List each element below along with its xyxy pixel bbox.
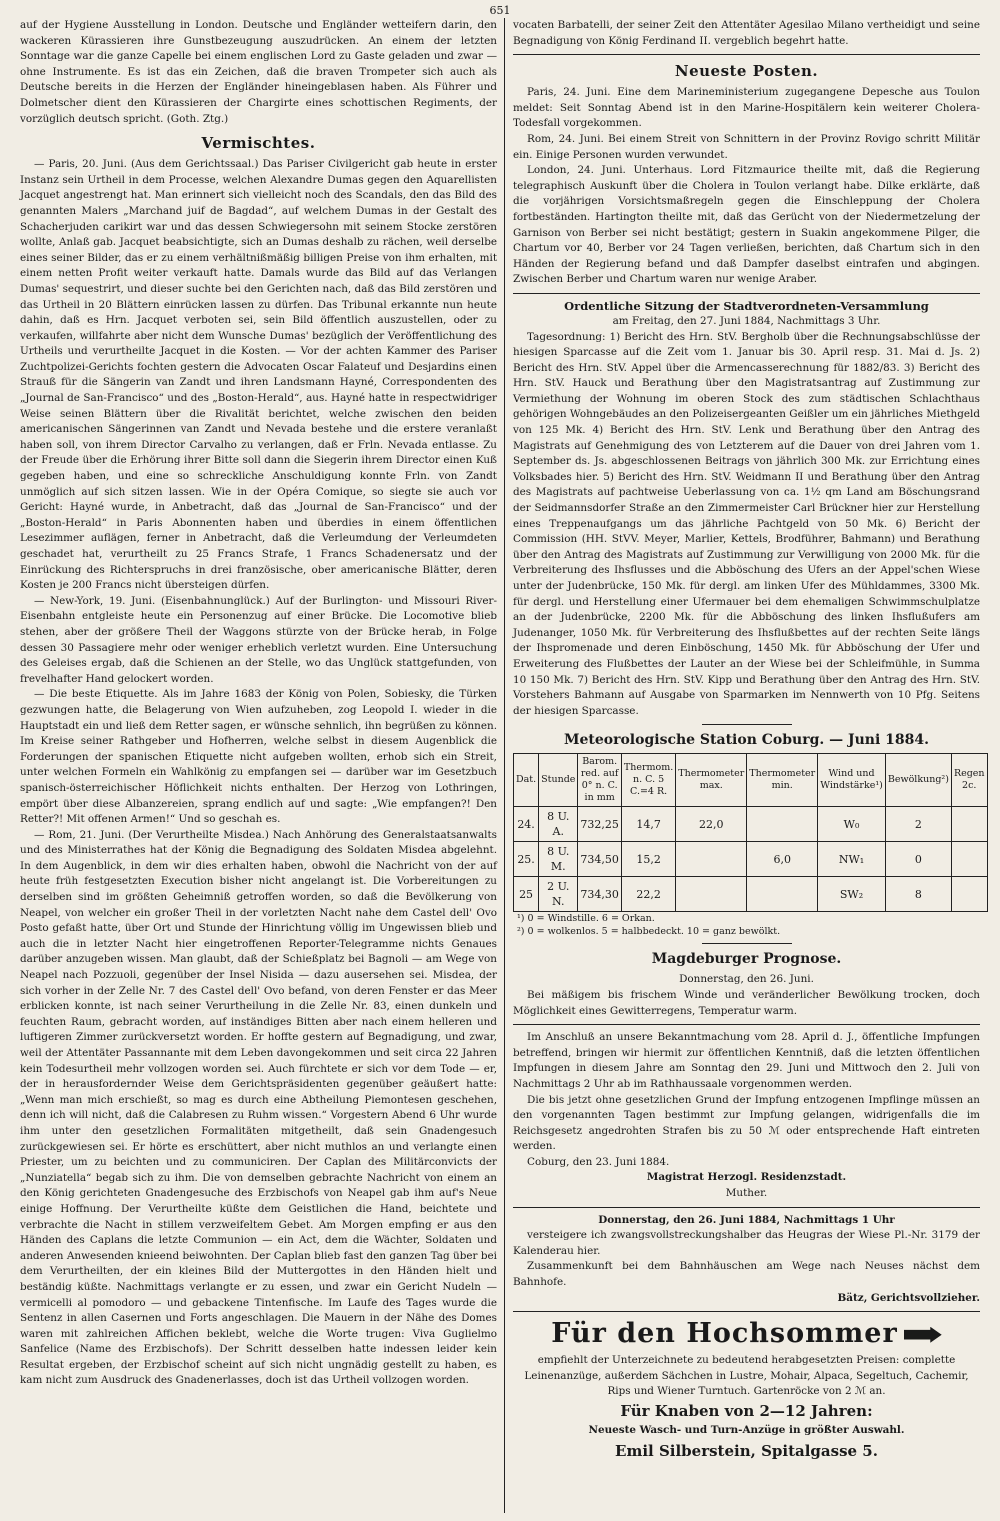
col-header: Dat. [514,754,539,807]
divider [513,1311,980,1312]
table-cell [951,807,987,842]
news-london: London, 24. Juni. Unterhaus. Lord Fitzmaurice theilte mit, daß die Regierung telegraphisch Auskunft über die Cholera in Toulon verlangt habe. Dilke erklärte, daß die vorjährigen Vorsichtsmaßregeln gegen die Einschleppung der Cholera fortbeständen. Hartington theilte mit, daß das Gerücht von der Niedermetzelung der Garnison von Berber sei nicht bestätigt; gestern in Suakin angekommene Pilger, die Chartum vor 40, Berber vor 24 Tagen verließen, berichten, daß Chartum sich in den Händen der Regierung befand und daß Dampfer daselbst eintrafen und abgingen. Zwischen Berber und Chartum waren nur wenige Araber. [513,164,980,286]
table-cell: 15,2 [621,842,675,877]
table-cell: NW₁ [818,842,886,877]
table-cell: 24. [514,807,539,842]
ad-text: empfiehlt der Unterzeichnete zu bedeutend herabgesetzten Preisen: complette Leinenanzüge, außerdem Sächchen in Lustre, Mohair, Alpaca, Segeltuch, Cachemir, Rips und Wiener Turntuch. Gartenröcke von 2 ℳ an. [524,1354,969,1398]
article-hygiene-continued: auf der Hygiene Ausstellung in London. Deutsche und Engländer wetteifern darin, den wackeren Kürassieren ihre Gunstbezeugung auszudrücken. An einem der letzten Sonntage war die ganze Capelle bei einem englischen Lord zu Gaste geladen und zwar — ohne Instrumente. Es ist das ein Zeichen, daß die braven Trompeter sich auch als Deutsche bereits in die Herzen der Engländer hineingeblasen haben. Als Führer und Dolmetscher dient den Kürassieren der Chargirte eines schottischen Regiments, der vorzüglich deutsch spricht. (Goth. Ztg.) [20,19,497,125]
table-cell [951,842,987,877]
auction-heading: Donnerstag, den 26. Juni 1884, Nachmittags 1 Uhr [598,1213,895,1226]
divider [702,724,792,725]
table-cell: 734,50 [578,842,622,877]
article-newyork-accident: — New-York, 19. Juni. (Eisenbahnunglück.) Auf der Burlington- und Missouri River-Eisenbahn entgleiste heute ein Personenzug auf einer Brücke. Die Locomotive blieb stehen, aber der größere Theil der Waggons stürzte von der Brücke herab, in Folge dessen 30 Passagiere mehr oder weniger erheblich verletzt wurden. Eine Untersuchung des Geleises ergab, daß die Schienen an der Stelle, wo das Unglück stattgefunden, von frevelhafter Hand gelockert worden. [20,594,497,685]
table-cell: 2 U. N. [539,877,578,912]
divider [513,1024,980,1025]
pointing-hand-icon [904,1327,942,1343]
table-cell: 0 [885,842,951,877]
impf-name: Muther. [725,1187,768,1200]
ad-title-text: Für den Hochsommer [551,1318,898,1350]
meteo-note: ¹) 0 = Windstille. 6 = Orkan. [517,913,655,925]
left-column [20,18,505,1513]
table-cell [747,807,818,842]
table-cell: SW₂ [818,877,886,912]
meteo-note: ²) 0 = wolkenlos. 5 = halbbedeckt. 10 = ganz bewölkt. [517,926,781,938]
col-header: Thermometer max. [676,754,747,807]
news-paris: Paris, 24. Juni. Eine dem Marineministerium zugegangene Depesche aus Toulon meldet: Seit Sonntag Abend ist in den Marine-Hospitälern kein weiterer Cholera-Todesfall vorgekommen. [513,86,980,130]
table-cell: 734,30 [578,877,622,912]
right-column [505,18,985,1513]
table-cell: 6,0 [747,842,818,877]
table-cell: W₀ [818,807,886,842]
col-header: Regen 2c. [951,754,987,807]
table-row [514,842,988,877]
table-cell: 8 [885,877,951,912]
page-number: 651 [489,4,511,17]
heading-neueste-posten: Neueste Posten. [674,62,819,81]
impf-signature: Magistrat Herzogl. Residenzstadt. [646,1171,847,1184]
prognose-date: Donnerstag, den 26. Juni. [679,973,814,986]
col-header: Barom. red. auf 0° n. C. in mm [578,754,622,807]
table-cell [951,877,987,912]
col-header: Bewölkung²) [885,754,951,807]
table-cell: 8 U. A. [539,807,578,842]
tagesordnung: Tagesordnung: 1) Bericht des Hrn. StV. Bergholb über die Rechnungsabschlüsse der hiesigen Sparcasse auf die Zeit vom 1. Januar bis 30. April resp. 31. Mai d. Js. 2) Bericht des Hrn. StV. Appel über die Armencasserechnung für 1882/83. 3) Bericht des Hrn. StV. Hauck und Berathung über den Magistratsantrag auf Zustimmung zur Vermiethung der Wohnung im oberen Stock des zum städtischen Schlachthaus gehörigen Wohngebäudes an den Polizeisergeanten Geißler um ein jährliches Miethgeld von 125 Mk. 4) Bericht des Hrn. StV. Lenk und Berathung über den Antrag des Magistrats auf Genehmigung des von Letzterem auf die Dauer von drei Jahren vom 1. September ds. Js. abgeschlossenen Beitrags von jährlich 300 Mk. zur Errichtung eines Volksbades hier. 5) Bericht des Hrn. StV. Weidmann II und Berathung über den Antrag des Magistrats auf pachtweise Ueberlassung von ca. 1½ qm Land am Böschungsrand der Seidmannsdorfer Straße an den Zimmermeister Carl Brückner hier zur Herstellung eines Treppenaufgangs um das jährliche Pachtgeld von 50 Mk. 6) Bericht der Commission (HH. StVV. Meyer, Marlier, Kettels, Brodführer, Bahmann) und Berathung über den Antrag des Magistrats auf Zustimmung zur Verwilligung von 2000 Mk. für die Verbreiterung des Ihsflusses und die Abböschung des Ufers an der Appel'schen Wiese unter der Judenbrücke, 150 Mk. für dergl. am linken Ufer des Mühldammes, 3300 Mk. für dergl. und Herstellung einer Ufermauer bei dem ehemaligen Schwimmschulplatze an der Judenbrücke, 2200 Mk. für die Abböschung des linken Ihsflußufers am Judenanger, 1050 Mk. für Verbreiterung des Ihsflußbettes auf der rechten Seite längs der Ihspromenade und deren Einböschung, 1450 Mk. für Abböschung der Ufer und Erweiterung des Flußbettes der Lauter an der Wiese bei der Schleifmühle, in Summa 10 150 Mk. 7) Bericht des Hrn. StV. Kipp und Berathung über den Antrag des Hrn. StV. Vorstehers Bahmann auf Ausgabe von Sparmarken im Nennwerth von 10 Pfg. Seitens der hiesigen Sparcasse. [513,330,980,717]
ad-title [513,1317,980,1351]
meteo-title: Meteorologische Station Coburg. — Juni 1884. [563,732,930,749]
table-cell: 25 [514,877,539,912]
table-cell [747,877,818,912]
ad-subtext: Neueste Wasch- und Turn-Anzüge in größter Auswahl. [588,1424,905,1436]
table-cell: 22,2 [621,877,675,912]
table-cell: 25. [514,842,539,877]
table-cell: 22,0 [676,807,747,842]
table-cell: 8 U. M. [539,842,578,877]
ad-subheading: Für Knaben von 2—12 Jahren: [620,1402,873,1420]
weather-header-row [514,754,988,807]
table-cell: 732,25 [578,807,622,842]
table-cell [676,842,747,877]
auction-signature: Bätz, Gerichtsvollzieher. [837,1291,980,1304]
article-rom-misdea: — Rom, 21. Juni. (Der Verurtheilte Misdea.) Nach Anhörung des Generalstaatsanwalts und des Ministerrathes hat der König die Begnadigung des Soldaten Misdea abgelehnt. In dem Augenblick, in dem wir dies erhalten haben, obwohl die Nachricht von der auf heute früh festgesetzten Execution bisher nicht angelangt ist. Die Vorbereitungen zu derselben sind im größten Geheimniß getroffen worden, so daß die Bevölkerung von Neapel, von welcher ein großer Theil in der vorletzten Nacht nahe dem Castel dell' Ovo Posto gefaßt hatte, über Ort und Stunde der Hinrichtung völlig im Ungewissen blieb und auch die in letzter Nacht hier eingetroffenen Reporter-Telegramme nichts Genaues darüber anzugeben wissen. Man glaubt, daß der Schießplatz bei Bagnoli — am Wege von Neapel nach Pozzuoli, gegenüber der Insel Nisida — dazu ausersehen sei. Misdea, der sich vorher in der Zelle Nr. 7 des Castel dell' Ovo befand, von deren Fenster er das Meer erblicken konnte, ist nach seiner Verurtheilung in die Zelle Nr. 83, einen dunkeln und feuchten Raum, gebracht worden, auf inständiges Bitten aber nach einem helleren und luftigeren Zimmer zurückversetzt worden. Er hoffte gestern auf Begnadigung, und zwar, weil der Attentäter Passannante mit dem Leben davongekommen und seit circa 22 Jahren kein Todesurtheil mehr vollzogen worden sei. Auch fürchtete er sich vor dem Tode — er, der in herausfordernder Weise dem Gerichtspräsidenten gegenüber geäußert hatte: „Wenn man mich erschießt, so mag es durch eine Abtheilung Piemontesen geschehen, denn ich will nicht, daß die Calabresen zu Ruhm wissen.“ Vorgestern Abend 6 Uhr wurde ihm unter den gesetzlichen Formalitäten mitgetheilt, daß sein Gnadengesuch zurückgewiesen sei. Er hörte es erschüttert, aber nicht muthlos an und verlangte einen Priester, um zu beichten und zu communiciren. Der Caplan des Militärconvicts der „Nunziatella“ begab sich zu ihm. Die von demselben gebrachte Nachricht von einem an den König gerichteten Gnadengesuche des Erzbischofs von Neapel gab ihm auf's Neue einige Hoffnung. Der Verurtheilte küßte dem Geistlichen die Hand, beichtete und verbrachte die Nacht in stillem verzweifeltem Gebet. Am Morgen empfing er aus den Händen des Caplans die letzte Communion — ein Act, dem die Wächter, Soldaten und anderen Anwesenden knieend beiwohnten. Der Caplan blieb fast den ganzen Tag über bei dem Verurtheilten, der ein kleines Bild der Muttergottes in den Händen hielt und beständig küßte. Nachmittags verlangte er zu essen, und zwar ein Gericht Nudeln — vermicelli al pomodoro — und gebackene Tintenfische. Im Laufe des Tages wurde die Sentenz in allen Casernen und Forts angeschlagen. Die Mauern in der Nähe des Domes waren mit zahlreichen Affichen beklebt, welche die Worte trugen: Viva Guglielmo Sanfelice (Name des Erzbischofs). Der Schritt desselben hatte indessen leider kein Resultat ergeben, der Erzbischof scheint auf sich nicht ungnädig gestellt zu haben, es kam nicht zum Ausdruck des Gnadenerlasses, doch ist das Urtheil vollzogen worden. [20,828,497,1387]
heading-sitzung: Ordentliche Sitzung der Stadtverordneten-Versammlung [564,298,929,313]
divider [513,54,980,55]
table-cell: 2 [885,807,951,842]
table-row [514,807,988,842]
divider [513,1207,980,1208]
table-cell [676,877,747,912]
col-header: Thermometer min. [747,754,818,807]
weather-table [513,753,988,912]
divider [513,293,980,294]
article-barbatelli-continued: vocaten Barbatelli, der seiner Zeit den Attentäter Agesilao Milano vertheidigt und seine Begnadigung von König Ferdinand II. vergeblich begehrt hatte. [513,19,980,47]
ad-merchant: Emil Silberstein, Spitalgasse 5. [615,1441,878,1460]
table-cell: 14,7 [621,807,675,842]
article-etiquette: — Die beste Etiquette. Als im Jahre 1683 der König von Polen, Sobiesky, die Türken gezwungen hatte, die Belagerung von Wien aufzuheben, zog Leopold I. wieder in die Hauptstadt ein und ließ dem Retter sagen, er wünsche sehnlich, ihn begrüßen zu können. Im Kreise seiner Rathgeber und Hofherren, welche selbst in diesem Augenblick die Forderungen der spanischen Etiquette nicht aufgeben wollten, erhob sich ein Streit, unter welchen Formeln ein Wahlkönig zu empfangen sei — darüber war im Gesetzbuch spanisch-österreichischer Höflichkeit nichts enthalten. Der Herzog von Lothringen, empört über diese Albanzereien, sprang endlich auf und sagte: „Wie empfangen?! Den Retter?! Mit offenen Armen!“ Und so geschah es. [20,688,497,826]
article-paris-court: — Paris, 20. Juni. (Aus dem Gerichtssaal.) Das Pariser Civilgericht gab heute in erster Instanz sein Urtheil in dem Processe, welchen Alexandre Dumas gegen den Aquarellisten Jacquet angestrengt hat. Man erinnert sich vielleicht noch des Scandals, den das Bild des genannten Malers „Marchand juif de Bagdad“, auf welchem Dumas in der Gestalt des Schacherjuden carikirt war und das dessen Schwiegersohn mit seinem Stocke zerstören wollte, Anlaß gab. Jacquet beabsichtigte, sich an Dumas deshalb zu rächen, weil derselbe eines seiner Bilder, das er zu einem verhältnißmäßig billigen Preise von ihm erhalten, mit einem netten Profit weiter verkauft hatte. Damals wurde das Bild auf das Verlangen Dumas' sequestrirt, und dieser suchte bei den Gerichten nach, daß das Bild zerstören und das Urtheil in 20 Blättern einrücken lassen zu dürfen. Das Tribunal erkannte nun heute dahin, daß es Hrn. Jacquet verboten sei, sein Bild öffentlich auszustellen, oder zu verkaufen, willfahrte aber nicht dem Wunsche Dumas' bezüglich der Veröffentlichung des Urtheils und verurtheilte Jacquet in die Kosten. — Vor der achten Kammer des Pariser Zuchtpolizei-Gerichts fochten gestern die Advocaten Oscar Falateuf und Desjardins einen Strauß für die Sängerin van Zandt und ihren Landsmann Hayné, Correspondenten des „Journal de San-Francisco“ und des „Boston-Herald“, aus. Hayné hatte in respectwidriger Weise seinen Blättern über die Rivalität berichtet, welche zwischen den beiden americanischen Sängerinnen van Zandt und Nevada bestehe und die erstere veranlaßt haben soll, von ihrem Director Carvalho zu verlangen, daß er Frln. Nevada entlasse. Zu der Freude über die Erhörung ihrer Bitte soll dann die Siegerin ihrem Director einen Kuß gegeben haben, und eine so schreckliche Anschuldigung konnte Frln. von Zandt unmöglich auf sich sitzen lassen. Wie in der Opéra Comique, so siegte sie auch vor Gericht: Hayné wurde, in Anbetracht, daß das „Journal de San-Francisco“ und der „Boston-Herald“ in Paris Abonnenten haben und überdies in einem öffentlichen Lesezimmer auflägen, ferner in Anbetracht, daß die Verleumdung der Verleumdeten geschadet hat, verurtheilt zu 25 Francs Strafe, 1 Francs Schadenersatz und der Einrückung des Richterspruchs in drei französische, ober americanische Blätter, deren Kosten je 200 Francs nicht übersteigen dürfen. [20,158,497,592]
columns [20,18,985,1513]
col-header: Wind und Windstärke¹) [818,754,886,807]
auction-text-2: Zusammenkunft bei dem Bahnhäuschen am Wege nach Neuses nächst dem Bahnhofe. [513,1260,980,1289]
heading-vermischtes: Vermischtes. [201,134,316,153]
table-row [514,877,988,912]
sitzung-date: am Freitag, den 27. Juni 1884, Nachmittags 3 Uhr. [612,314,881,327]
impf-text-2: Die bis jetzt ohne gesetzlichen Grund der Impfung entzogenen Impflinge müssen an den vorgenannten Tagen bestimmt zur Impfung gelangen, widrigenfalls die im Reichsgesetz angedrohten Strafen bis zu 50 ℳ oder entsprechende Haft eintreten werden. [513,1093,980,1153]
impf-text-1: Im Anschluß an unsere Bekanntmachung vom 28. April d. J., öffentliche Impfungen betreffend, bringen wir hiermit zur öffentlichen Kenntniß, daß die letzten öffentlichen Impfungen in diesem Jahre am Sonntag den 29. Juni und Mittwoch den 2. Juli von Nachmittags 2 Uhr ab im Rathhaussaale vorgenommen werden. [513,1031,980,1090]
news-rom: Rom, 24. Juni. Bei einem Streit von Schnittern in der Provinz Rovigo schritt Militär ein. Einige Personen wurden verwundet. [513,132,980,161]
impf-place: Coburg, den 23. Juni 1884. [527,1155,670,1168]
heading-prognose: Magdeburger Prognose. [651,951,842,968]
divider [702,943,792,944]
auction-text: versteigere ich zwangsvollstreckungshalber das Heugras der Wiese Pl.-Nr. 3179 der Kalenderau hier. [513,1229,980,1257]
col-header: Stunde [539,754,578,807]
prognose-text: Bei mäßigem bis frischem Winde und veränderlicher Bewölkung trocken, doch Möglichkeit eines Gewitterregens, Temperatur warm. [513,988,980,1017]
col-header: Thermom. n. C. 5 C.=4 R. [621,754,675,807]
